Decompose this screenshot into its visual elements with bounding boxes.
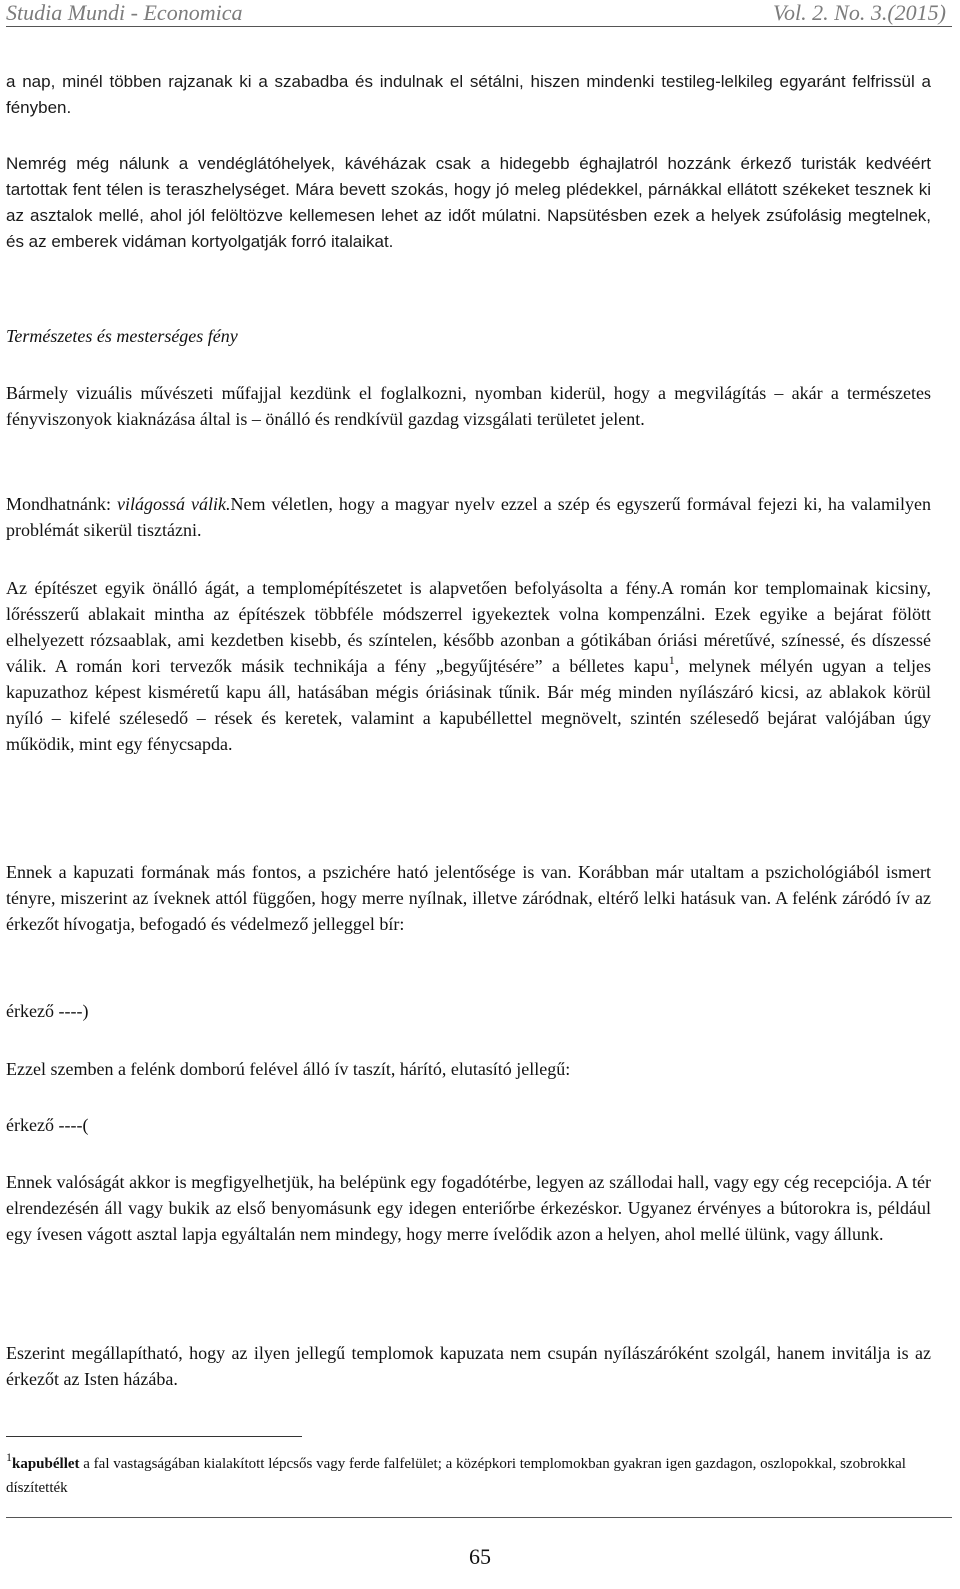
- paragraph-intro: a nap, minél többen rajzanak ki a szabadba és indulnak el sétálni, hiszen mindenki testileg-lelkileg egyaránt felfrissül a fényben.: [6, 72, 931, 117]
- footnote-term: kapubéllet: [12, 1456, 80, 1472]
- arch-symbol-inviting: érkező ----): [6, 1001, 89, 1021]
- saying-italic: világossá válik.: [116, 494, 231, 514]
- footnote-text: a fal vastagságában kialakított lépcsős vagy ferde falfelület; a középkori templomokban gyakran igen gazdagon, oszlopokkal, szobrokkal díszítették: [6, 1456, 906, 1496]
- paragraph-repelling: Ezzel szemben a felénk domború felével álló ív taszít, hárító, elutasító jellegű:: [6, 1059, 571, 1079]
- volume-info: Vol. 2. No. 3.(2015): [773, 0, 946, 25]
- footer-divider: [6, 1517, 952, 1518]
- running-header: [6, 0, 946, 26]
- header-divider: [6, 26, 952, 27]
- paragraph-terraces: Nemrég még nálunk a vendéglátóhelyek, kávéházak csak a hidegebb éghajlatról hozzánk érkező turisták kedvéért tartottak fent télen is teraszhelységet. Mára bevett szokás, hogy jó meleg plédekkel, párnákkal ellátott székeket tesznek ki az asztalok mellé, ahol jól felöltözve kellemesen lehet az időt múlatni. Napsütésben ezek a helyek zsúfolásig megtelnek, és az emberek vidáman kortyolgatják forró italaikat.: [6, 154, 931, 251]
- paragraph-conclusion: Eszerint megállapítható, hogy az ilyen jellegű templomok kapuzata nem csupán nyílászáróként szolgál, hanem invitálja is az érkezőt az Isten házába.: [6, 1343, 931, 1389]
- paragraph-architecture: [6, 575, 931, 757]
- saying-rest: Nem véletlen, hogy a magyar nyelv ezzel a szép és egyszerű formával fejezi ki, ha valamilyen problémát sikerül tisztázni.: [6, 494, 932, 540]
- paragraph-interiors: Ennek valóságát akkor is megfigyelhetjük, ha belépünk egy fogadótérbe, legyen az szállodai hall, vagy egy cég recepciója. A tér elrendezésén áll vagy bukik az első benyomásunk egy idegen enteriőrbe érkezéskor. Ugyanez érvényes a bútorokra is, például egy ívesen vágott asztal lapja egyáltalán nem mindegy, hogy merre ívelődik azon a helyen, ahol mellé ülünk, vagy állunk.: [6, 1172, 931, 1244]
- paragraph-arches: Ennek a kapuzati formának más fontos, a pszichére ható jelentősége is van. Korábban már utaltam a pszichológiából ismert tényre, miszerint az íveknek attól függően, hogy merre nyílnak, illetve záródnak, eltérő lelki hatásuk van. A felénk záródó ív az érkezőt hívogatja, befogadó és védelmező jelleggel bír:: [6, 862, 931, 934]
- architecture-text-a: Az építészet egyik önálló ágát, a templomépítészetet is alapvetően befolyásolta a fény.A román kor templomainak kicsiny, lőrésszerű ablakait mintha az építészek többféle módszerrel igyekeztek volna kompenzálni. Ezek egyike a bejárat fölött elhelyezett rózsaablak, ami kezdetben kisebb, és színtelen, később azonban a gótikában óriási méretűvé, színessé, és díszessé válik. A román kori tervezők másik technikája a fény „begyűjtésére” a bélletes kapu: [6, 578, 931, 676]
- architecture-text-b: , melynek mélyén ugyan a teljes kapuzathoz képest kisméretű kapu áll, hatásában mégis óriásinak tűnik. Bár még minden nyílászáró kicsi, az ablakok körül nyíló – kifelé szélesedő – rések és keretek, valamint a kapubéllettel megnövelt, szintén szélesedő bejárat valójában úgy működik, mint egy fénycsapda.: [6, 656, 931, 754]
- arch-symbol-repelling: érkező ----(: [6, 1115, 89, 1135]
- paragraph-saying: [6, 491, 931, 543]
- footnote-number: 1: [6, 1450, 12, 1464]
- saying-prefix: Mondhatnánk:: [6, 494, 117, 514]
- footnote: [6, 1452, 931, 1500]
- paragraph-lighting: Bármely vizuális művészeti műfajjal kezdünk el foglalkozni, nyomban kiderül, hogy a megvilágítás – akár a természetes fényviszonyok kiaknázása által is – önálló és rendkívül gazdag vizsgálati területet jelent.: [6, 383, 931, 429]
- journal-title: Studia Mundi - Economica: [6, 0, 243, 25]
- page-number: 65: [469, 1544, 491, 1569]
- section-heading: Természetes és mesterséges fény: [6, 326, 238, 346]
- footnote-reference[interactable]: 1: [668, 653, 675, 667]
- footnote-divider: [6, 1436, 302, 1437]
